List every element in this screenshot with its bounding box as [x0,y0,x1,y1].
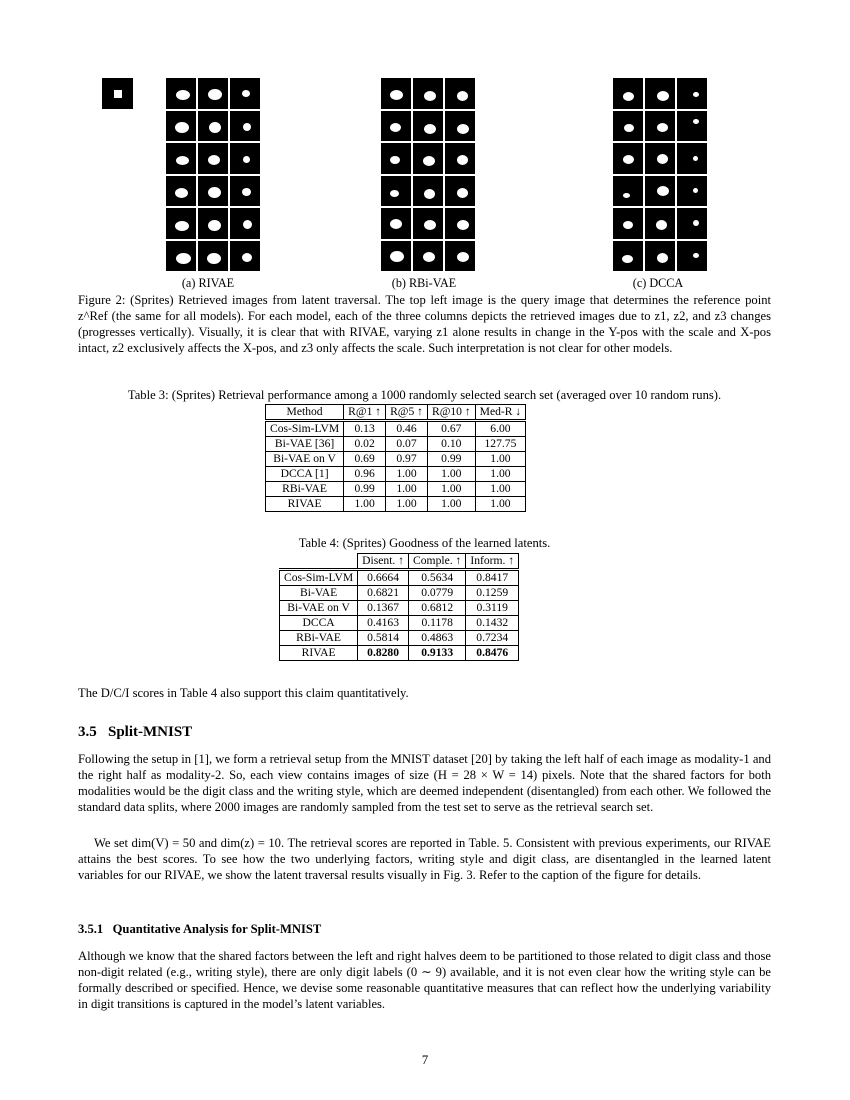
table-cell: RIVAE [280,646,358,661]
table-cell: 1.00 [386,497,428,512]
sprite-blob [656,220,667,230]
table-cell: DCCA [1] [266,467,344,482]
table-cell: RBi-VAE [280,631,358,646]
figure-caption: Figure 2: (Sprites) Retrieved images from latent traversal. The top left image is the query image that determines the reference point z^Ref (the same for all models). For each model, each of the three columns depicts the retrieved images due to z1, z2, and z3 changes (progresses vertically). Visually, it is clear that with RIVAE, varying z1 alone results in change in the Y-pos with the scale and X-pos intact, z2 exclusively affects the X-pos, and z3 only affects the scale. Such interpretation is not clear for other models. [78,293,771,355]
sprite-cell [645,176,675,207]
sprite-cell [381,78,411,109]
table-cell: 0.3119 [466,601,519,616]
sprite-cell [445,78,475,109]
sprite-blob [457,220,469,230]
sprite-cell [445,143,475,174]
table3-header: Method [266,405,344,421]
paragraph-1: Following the setup in [1], we form a retrieval setup from the MNIST dataset [20] by taking the left half of each image as modality-1 and the right half as modality-2. So, each view contains images of size (H = 28 × W = 14) pixels. Note that the shared factors for both modalities would be the digit class and the writing style, which are deemed independent (disentangled) from each other. We followed the standard data splits, where 2000 images are randomly sampled from the test set to serve as the retrieval search set. [78,752,771,814]
sprite-blob [623,193,630,198]
table-cell: 1.00 [427,467,475,482]
subcaption-b: (b) RBi-VAE [391,276,457,290]
sprite-blob [693,92,699,97]
sprite-cell [198,78,228,109]
sprite-cell [645,208,675,239]
table4-header: Disent. ↑ [358,554,409,570]
table-cell: 1.00 [386,482,428,497]
table-cell: 0.4863 [409,631,466,646]
table-cell: RIVAE [266,497,344,512]
table-cell: 0.97 [386,452,428,467]
sprite-cell [613,143,643,174]
sprite-cell [198,208,228,239]
sprite-cell [166,143,196,174]
sprite-blob [176,253,191,264]
sprite-cell [677,176,707,207]
sprite-cell [645,78,675,109]
sprite-cell [230,78,260,109]
sprite-blob [457,252,469,262]
sprite-blob [657,91,669,101]
sprite-blob [457,91,468,101]
sprite-blob [176,90,190,100]
table4-header: Comple. ↑ [409,554,466,570]
table-cell: 0.13 [344,421,386,437]
sprite-blob [423,156,435,166]
table-row [280,646,519,661]
sprite-cell [677,111,707,142]
table-cell: 1.00 [475,467,526,482]
sprite-blob [424,124,436,134]
sprite-blob [208,220,221,231]
subsection-title: Quantitative Analysis for Split-MNIST [112,922,322,936]
table-row [280,631,519,646]
sprite-blob [390,90,403,100]
sprite-cell [198,176,228,207]
table-cell: Bi-VAE [280,586,358,601]
grid-rivae [166,78,260,271]
table4-header: Inform. ↑ [466,554,519,570]
table-cell: 1.00 [344,497,386,512]
table-cell: Bi-VAE [36] [266,437,344,452]
sprite-blob [243,156,250,163]
sprite-cell [230,143,260,174]
table-row [266,452,526,467]
table-cell: 1.00 [475,482,526,497]
sprite-cell [166,78,196,109]
sprite-blob [657,154,668,164]
table-cell: 1.00 [475,497,526,512]
sprite-cell [166,208,196,239]
table-cell: Bi-VAE on V [266,452,344,467]
sprite-blob [657,123,668,132]
sprite-blob [457,188,468,198]
table4-header [280,554,358,570]
table4 [279,553,519,661]
paragraph-2: We set dim(V) = 50 and dim(z) = 10. The retrieval scores are reported in Table. 5. Consistent with previous experiments, our RIVAE attains the best scores. To see how the two underlying factors, writing style and digit class, are disentangled in the learned latent variables for our RIVAE, we show the latent traversal results visually in Fig. 3. Refer to the caption of the figure for details. [78,836,771,882]
table-cell: 0.1367 [358,601,409,616]
sprite-blob [175,122,189,133]
sprite-cell [381,176,411,207]
sprite-blob [657,253,668,263]
table-cell: 0.6812 [409,601,466,616]
table-cell: DCCA [280,616,358,631]
table-cell: Cos-Sim-LVM [266,421,344,437]
sprite-blob [457,155,468,165]
sprite-blob [176,156,189,165]
sprite-cell [413,241,443,272]
sprite-blob [693,253,699,258]
sprite-cell [613,208,643,239]
subcaption-c: (c) DCCA [632,276,684,290]
table4-caption: Table 4: (Sprites) Goodness of the learned latents. [298,536,551,550]
subsection-number: 3.5.1 [78,922,104,936]
sprite-cell [613,241,643,272]
table-cell: 0.69 [344,452,386,467]
table-row [266,497,526,512]
table-cell: 0.6821 [358,586,409,601]
sprite-blob [623,92,634,101]
table-cell: 0.1178 [409,616,466,631]
sprite-blob [175,188,188,198]
sprite-blob [390,156,400,164]
sprite-cell [413,78,443,109]
sprite-cell [645,241,675,272]
sprite-cell [166,111,196,142]
sprite-cell [166,241,196,272]
table3-header: Med-R ↓ [475,405,526,421]
table-cell: 1.00 [386,467,428,482]
table3-header: R@5 ↑ [386,405,428,421]
table-cell: 0.0779 [409,586,466,601]
table-cell: 1.00 [475,452,526,467]
sprite-cell [677,208,707,239]
sprite-cell [230,241,260,272]
table-cell: 0.1432 [466,616,519,631]
table-cell: 0.99 [427,452,475,467]
sprite-cell [677,241,707,272]
sprite-cell [381,241,411,272]
sprite-blob [424,220,436,230]
table-cell: 1.00 [427,497,475,512]
sprite-blob [207,253,221,264]
table-row [280,616,519,631]
sprite-cell [381,111,411,142]
section-title: Split-MNIST [108,724,193,740]
sprite-cell [413,143,443,174]
subsection-heading [78,921,321,937]
table-cell: 0.46 [386,421,428,437]
sprite-blob [242,253,252,262]
sprite-cell [381,208,411,239]
paragraph-3: Although we know that the shared factors between the left and right halves deem to be partitioned to those related to digit class and those non-digit related (e.g., writing style), there are only digit labels (0 ∼ 9) available, and it is not even clear how the writing style can be formally described or specified. Hence, we devise some reasonable quantitative measures that can reflect how the underlying variability in digit transitions is captured in the model’s latent variables. [78,949,771,1011]
sprite-blob [175,221,189,231]
table-cell: 0.7234 [466,631,519,646]
table-cell: Cos-Sim-LVM [280,570,358,586]
sprite-blob [693,188,698,193]
sprite-cell [230,208,260,239]
sprite-cell [445,241,475,272]
sprite-cell [645,111,675,142]
table-cell: 0.10 [427,437,475,452]
table-cell: 6.00 [475,421,526,437]
sprite-cell [677,143,707,174]
table-cell: 0.6664 [358,570,409,586]
table-cell: 0.8417 [466,570,519,586]
sprite-blob [208,187,221,198]
table-cell: 1.00 [427,482,475,497]
sprite-blob [424,91,436,101]
sprite-cell [381,143,411,174]
dci-sentence: The D/C/I scores in Table 4 also support this claim quantitatively. [78,686,409,700]
table-cell: RBi-VAE [266,482,344,497]
section-heading [78,724,192,740]
table-cell: 0.4163 [358,616,409,631]
sprite-blob [390,123,401,132]
table3-header: R@1 ↑ [344,405,386,421]
table3 [265,404,526,512]
table-cell: 0.9133 [409,646,466,661]
table-row [280,570,519,586]
table-cell: Bi-VAE on V [280,601,358,616]
sprite-blob [390,219,402,229]
sprite-cell [413,176,443,207]
sprite-cell [230,111,260,142]
grid-dcca [613,78,707,271]
sprite-cell [413,111,443,142]
table-row [266,437,526,452]
sprite-blob [693,156,698,161]
sprite-blob [423,252,435,262]
table-cell: 0.07 [386,437,428,452]
sprite-cell [613,176,643,207]
sprite-cell [198,241,228,272]
table-cell: 0.99 [344,482,386,497]
sprite-blob [242,188,251,196]
sprite-blob [622,255,633,263]
table3-caption: Table 3: (Sprites) Retrieval performance among a 1000 randomly selected search set (averaged over 10 random runs). [127,388,722,402]
table-cell: 0.5814 [358,631,409,646]
table-cell: 0.02 [344,437,386,452]
sprite-blob [208,89,222,100]
sprite-cell [166,176,196,207]
sprite-blob [623,155,634,164]
sprite-cell [230,176,260,207]
sprite-cell [677,78,707,109]
sprite-blob [693,220,699,226]
subcaption-a: (a) RIVAE [181,276,235,290]
grid-rbivae [381,78,475,271]
sprite-blob [657,186,669,196]
sprite-cell [613,111,643,142]
sprite-blob [693,119,699,124]
sprite-blob [390,251,404,262]
table4-header-row [280,554,519,570]
table-row [266,467,526,482]
sprite-cell [445,111,475,142]
sprite-cell [613,78,643,109]
table-cell: 0.1259 [466,586,519,601]
table3-header: R@10 ↑ [427,405,475,421]
table3-header-row [266,405,526,421]
sprite-blob [624,124,634,132]
table-cell: 127.75 [475,437,526,452]
table-cell: 0.67 [427,421,475,437]
table-cell: 0.96 [344,467,386,482]
section-number: 3.5 [78,724,97,740]
sprite-blob [424,189,435,199]
table-cell: 0.8280 [358,646,409,661]
sprite-blob [243,220,252,229]
sprite-cell [445,208,475,239]
sprite-blob [390,190,399,197]
table-row [280,601,519,616]
sprite-blob [209,122,221,133]
table-row [280,586,519,601]
sprite-blob [208,155,220,165]
table-cell: 0.8476 [466,646,519,661]
sprite-cell [198,111,228,142]
sprite-cell [645,143,675,174]
sprite-blob [623,221,633,229]
sprite-cell [445,176,475,207]
sprite-blob [457,124,469,134]
table-row [266,482,526,497]
sprite-blob [243,123,251,131]
table-row [266,421,526,437]
table-cell: 0.5634 [409,570,466,586]
sprite-cell [198,143,228,174]
sprite-blob [242,90,250,97]
page-number: 7 [421,1053,429,1067]
sprite-cell [413,208,443,239]
query-image [102,78,133,109]
